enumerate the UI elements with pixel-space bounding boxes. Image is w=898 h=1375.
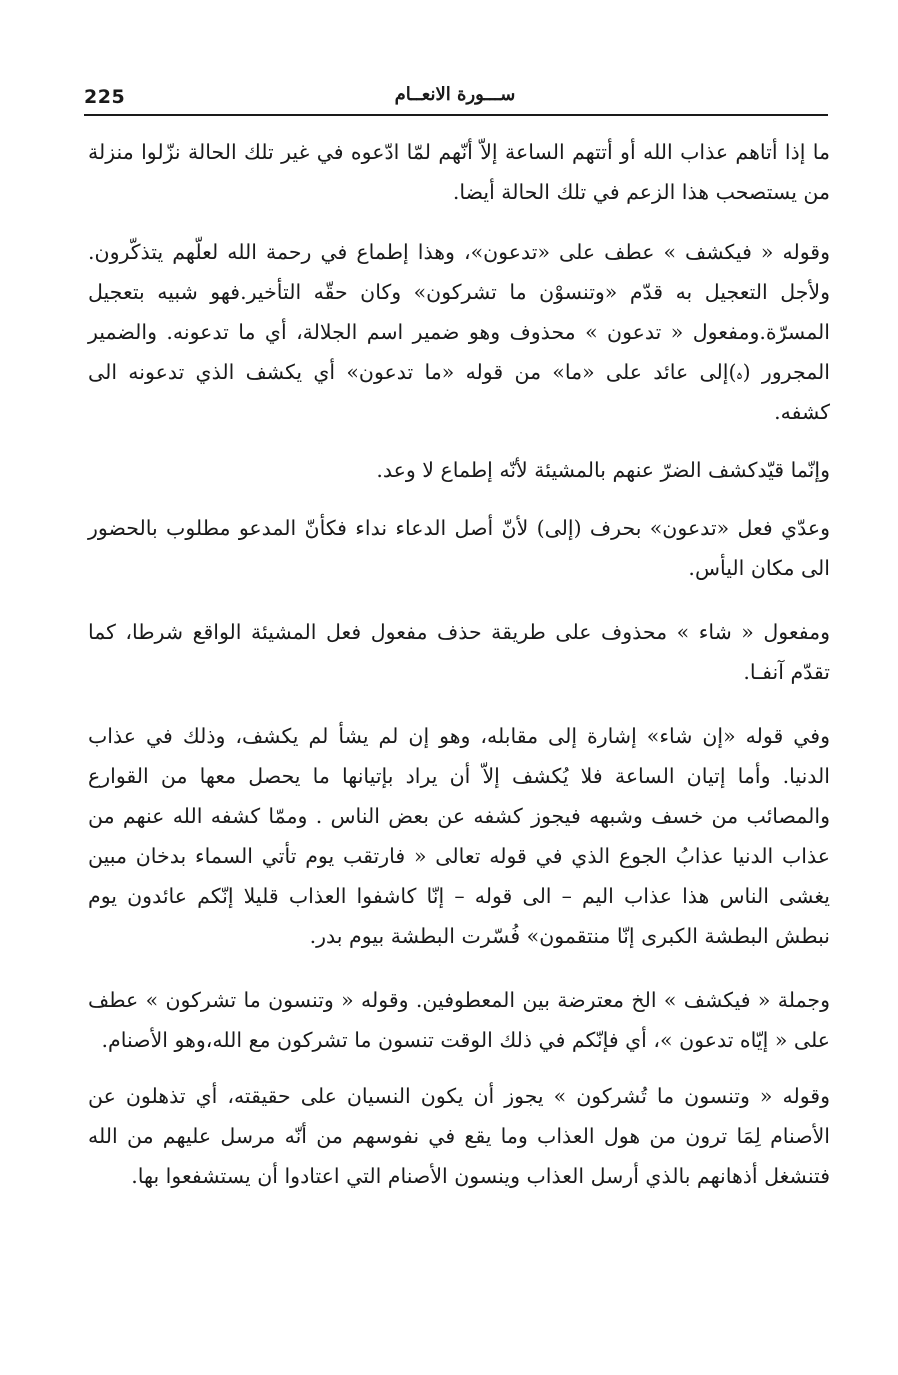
paragraph: وعدّي فعل «تدعون» بحرف (إلى) لأنّ أصل الدعاء نداء فكأنّ المدعو مطلوب بالحضور الى مكان اليأس. <box>88 516 830 580</box>
page-number: 225 <box>84 86 126 108</box>
surah-title: ســـورة الانعــام <box>394 84 516 105</box>
page-header <box>84 84 826 114</box>
paragraph: وقوله « وتنسون ما تُشركون » يجوز أن يكون النسيان على حقيقته، أي تذهلون عن الأصنام لِمَا ترون من هول العذاب وما يقع في نفوسهم من أنّه مرسل عليهم من الله فتنشغل أذهانهم بالذي أرسل العذاب وينسون الأصنام التي اعتادوا أن يستشفعوا بها. <box>88 1084 830 1188</box>
header-rule <box>84 114 828 116</box>
body-text <box>88 132 830 1196</box>
paragraph: ما إذا أتاهم عذاب الله أو أتتهم الساعة إلاّ أنّهم لمّا ادّعوه في غير تلك الحالة نزّلوا منزلة من يستصحب هذا الزعم في تلك الحالة أيضا. <box>88 140 830 204</box>
paragraph: وفي قوله «إن شاء» إشارة إلى مقابله، وهو إن لم يشأ لم يكشف، وذلك في عذاب الدنيا. وأما إتيان الساعة فلا يُكشف إلاّ أن يراد بإتيانها ما يحصل معها من القوارع والمصائب من خسف وشبهه فيجوز كشفه عن بعض الناس . وممّا كشفه الله عنهم من عذاب الدنيا عذابُ الجوع الذي في قوله تعالى « فارتقب يوم تأتي السماء بدخان مبين يغشى الناس هذا عذاب اليم – الى قوله – إنّا كاشفوا العذاب قليلا إنّكم عائدون يوم نبطش البطشة الكبرى إنّا منتقمون» فُسّرت البطشة بيوم بدر. <box>88 724 830 948</box>
paragraph: وجملة « فيكشف » الخ معترضة بين المعطوفين. وقوله « وتنسون ما تشركون » عطف على « إيّاه تدعون »، أي فإنّكم في ذلك الوقت تنسون ما تشركون مع الله،وهو الأصنام. <box>88 988 830 1052</box>
paragraph: ومفعول « شاء » محذوف على طريقة حذف مفعول فعل المشيئة الواقع شرطا، كما تقدّم آنفـا. <box>88 620 830 684</box>
paragraph: وإنّما قيّدكشف الضرّ عنهم بالمشيئة لأنّه إطماع لا وعد. <box>376 458 830 482</box>
paragraph: وقوله « فيكشف » عطف على «تدعون»، وهذا إطماع في رحمة الله لعلّهم يتذكّرون. ولأجل التعجيل به قدّم «وتنسوْن ما تشركون» وكان حقّه التأخير.فهو شبيه بتعجيل المسرّة.ومفعول « تدعون » محذوف وهو ضمير اسم الجلالة، أي ما تدعونه. والضمير المجرور (ﮦ)إلى عائد على «ما» من قوله «ما تدعون» أي يكشف الذي تدعونه الى كشفه. <box>88 240 830 424</box>
